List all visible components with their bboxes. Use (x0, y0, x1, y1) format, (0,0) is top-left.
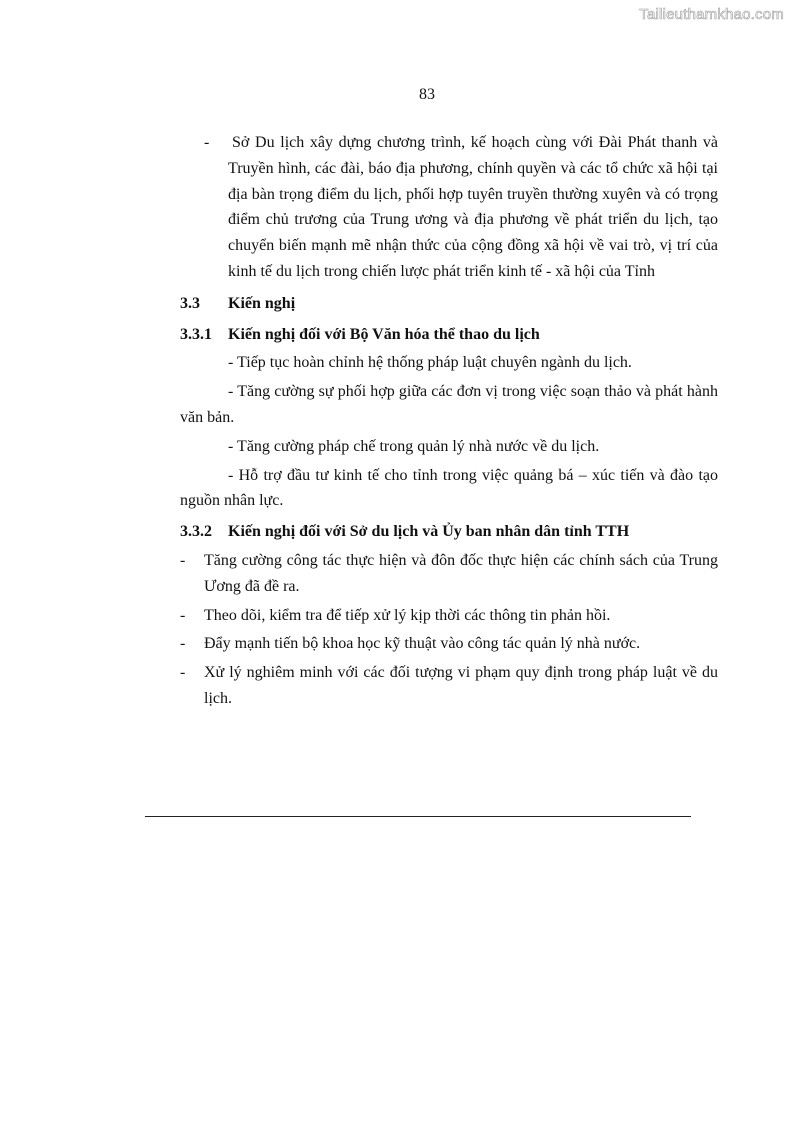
section-heading-3-3 (180, 291, 718, 317)
list-dash: - (180, 551, 186, 569)
paragraph: - Tiếp tục hoàn chỉnh hệ thống pháp luật chuyên ngành du lịch. (228, 354, 632, 372)
section-number: 3.3 (180, 294, 200, 312)
bullet-dash: - (204, 134, 210, 151)
intro-bullet (180, 130, 718, 285)
list-item-text: Tăng cường công tác thực hiện và đôn đốc thực hiện các chính sách của Trung Ương đã đề ra. (204, 551, 718, 595)
list-dash: - (180, 664, 186, 682)
list-item-text: Xử lý nghiêm minh với các đối tượng vi phạm quy định trong pháp luật về du lịch. (204, 664, 718, 707)
list-item-text: Đẩy mạnh tiến bộ khoa học kỹ thuật vào công tác quản lý nhà nước. (204, 635, 641, 653)
section-heading-3-3-2 (180, 519, 718, 545)
paragraph: - Hỗ trợ đầu tư kinh tế cho tỉnh trong việc quảng bá – xúc tiến và đào tạo nguồn nhân lực. (180, 466, 718, 510)
list-item (180, 548, 718, 600)
paragraph: - Tăng cường sự phối hợp giữa các đơn vị trong việc soạn thảo và phát hành văn bản. (180, 383, 718, 426)
section-number: 3.3.2 (180, 523, 212, 541)
list-dash: - (180, 606, 186, 624)
footer-divider (145, 816, 691, 817)
watermark-text: Tailieuthamkhao.com (639, 6, 784, 23)
section-number: 3.3.1 (180, 325, 212, 343)
section-heading-3-3-1 (180, 322, 718, 348)
list-dash: - (180, 635, 186, 653)
document-body (180, 130, 718, 712)
list-item (180, 603, 718, 629)
intro-bullet-text: Sở Du lịch xây dựng chương trình, kế hoạch cùng với Đài Phát thanh và Truyền hình, các đài, báo địa phương, chính quyền và các tổ chức xã hội tại địa bàn trọng điểm du lịch, phối hợp tuyên truyền thường xuyên và có trọng điểm chủ trương của Trung ương và địa phương về phát triển du lịch, tạo chuyển biến mạnh mẽ nhận thức của cộng đồng xã hội về vai trò, vị trí của kinh tế du lịch trong chiến lược phát triển kinh tế - xã hội của Tỉnh (228, 134, 718, 280)
list-item-text: Theo dõi, kiểm tra để tiếp xử lý kịp thời các thông tin phản hồi. (204, 606, 611, 624)
list-item (180, 631, 718, 657)
list-item (180, 660, 718, 712)
section-title: Kiến nghị (228, 294, 296, 312)
section-title: Kiến nghị đối với Sở du lịch và Ủy ban nhân dân tỉnh TTH (228, 523, 630, 541)
page-number: 83 (419, 86, 435, 103)
paragraph: - Tăng cường pháp chế trong quản lý nhà nước về du lịch. (228, 437, 600, 455)
section-title: Kiến nghị đối với Bộ Văn hóa thể thao du lịch (228, 325, 540, 343)
